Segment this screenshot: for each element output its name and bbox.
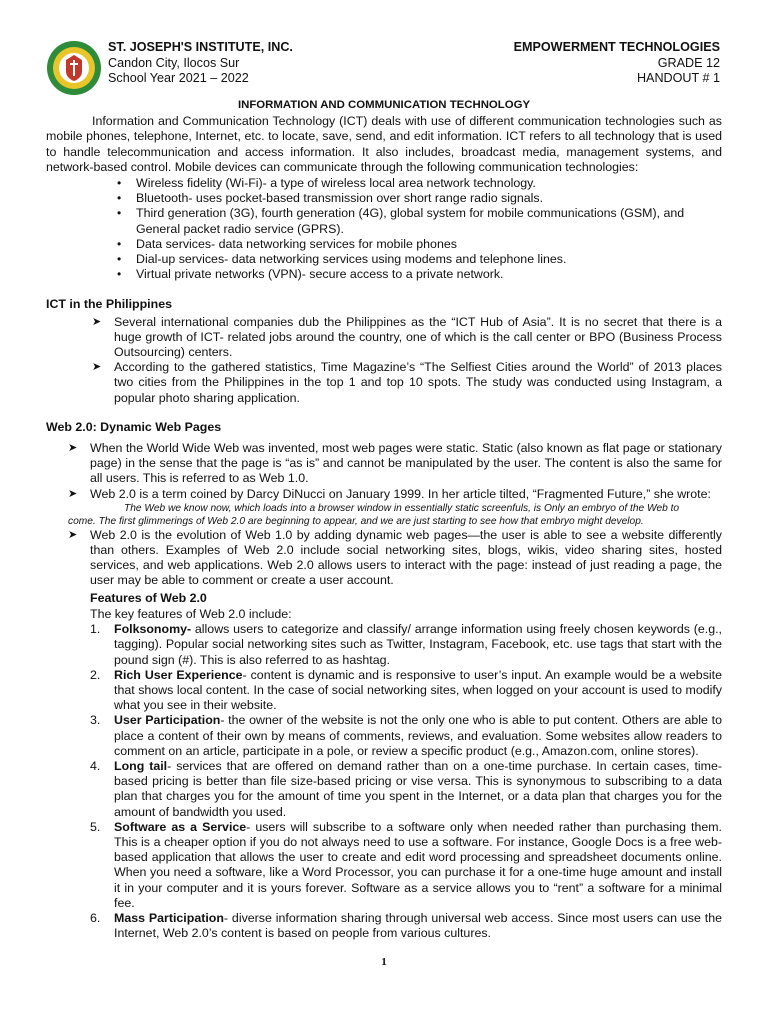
subject-title: EMPOWERMENT TECHNOLOGIES <box>513 40 720 54</box>
feature-number: 5. <box>90 819 101 834</box>
list-item: • Bluetooth- uses pocket-based transmission over short range radio signals. <box>136 191 722 206</box>
arrow-bullet-icon: ➤ <box>68 487 78 500</box>
arrow-bullet-icon: ➤ <box>68 442 78 455</box>
features-block <box>90 591 722 942</box>
list-item <box>68 527 722 589</box>
feature-number: 4. <box>90 758 101 773</box>
grade-level: GRADE 12 <box>657 55 720 70</box>
page-number: 1 <box>381 956 387 968</box>
list-item-text: Several international companies dub the Philippines as the “ICT Hub of Asia”. It is no secret that there is a huge growth of ICT- related jobs around the country, one of which is the call center or BPO (Business Process Outsourcing) centers. <box>114 314 722 360</box>
list-item <box>68 441 722 487</box>
handout-number: HANDOUT # 1 <box>636 71 720 85</box>
feature-term: Rich User Experience <box>114 667 243 682</box>
list-item-text: According to the gathered statistics, Time Magazine’s “The Selfiest Cities around the World” of 2013 places two cities from the Philippines in the top 1 and top 10 spots. The study was conducted using Instagram, a popular photo sharing application. <box>114 360 722 405</box>
feature-item <box>90 667 722 714</box>
school-location: Candon City, Ilocos Sur <box>108 55 240 70</box>
feature-term: Mass Participation <box>114 910 224 925</box>
feature-text: allows users to categorize and classify/ arrange information using freely chosen keywords (e.g., tagging). Popular social networking sites such as Twitter, Instagram, Facebook, etc. use tags that start with the pound sign (#). This is also referred to as hashtag. <box>114 622 722 667</box>
feature-text: - content is dynamic and is responsive to user’s input. An example would be a website that shows local content. In the case of social networking sites, when logged on your account is used to modify what you see in their website. <box>114 667 722 713</box>
feature-number: 3. <box>90 713 101 728</box>
feature-number: 2. <box>90 667 101 682</box>
feature-item <box>90 758 722 820</box>
feature-item <box>90 713 722 759</box>
list-item <box>68 486 722 502</box>
subject-info <box>514 40 720 87</box>
quote-block <box>68 502 722 528</box>
list-item-text: When the World Wide Web was invented, most web pages were static. Static (also known as flat page or stationary page) in the sense that the page is “as is” and cannot be manipulated by the user. The content is also the same for all users. This is referred to as Web 1.0. <box>90 441 722 486</box>
feature-term: Folksonomy- <box>114 622 192 637</box>
feature-term: Software as a Service <box>114 819 247 834</box>
features-list <box>90 622 722 941</box>
list-item: • Data services- data networking services for mobile phones <box>136 237 722 252</box>
handout-content <box>46 96 722 941</box>
list-item-text: Web 2.0 is the evolution of Web 1.0 by adding dynamic web pages—the user is able to see a website differently than others. Examples of Web 2.0 include social networking sites, blogs, wikis, video sharing sites, hosted services, and web applications. Web 2.0 allows users to interact with the page: instead of just reading a page, the user may be able to comment or create a user account. <box>90 527 722 588</box>
list-item <box>92 314 722 361</box>
features-intro: The key features of Web 2.0 include: <box>90 606 292 621</box>
feature-text: - services that are offered on demand rather than on a one-time purchase. In certain cases, time-based pricing is better than file size-based pricing or vise versa. This is synonymous to subscribing to a data plan that charges you for the amount of time you spent in the Internet, or a data plan that charges you for the amount of bandwidth you used. <box>114 758 722 819</box>
arrow-bullet-icon: ➤ <box>92 315 102 328</box>
feature-text: - users will subscribe to a software only when needed rather than purchasing them. This is a cheaper option if you do not always need to use a software. For instance, Google Docs is a free web-based application that allows the user to create and edit word processing and spreadsheet documents online. When you need a software, like a Word Processor, you can purchase it for a one-time huge amount and install it in your computer and it is yours forever. Software as a service allows you to “rent” a software for a minimal fee. <box>114 819 722 910</box>
features-heading: Features of Web 2.0 <box>90 590 207 605</box>
quote-line: The Web we know now, which loads into a browser window in essentially static screenfuls, is Only an embryo of the Web to <box>124 502 680 514</box>
list-item-text: Web 2.0 is a term coined by Darcy DiNucci on January 1999. In her article tilted, “Fragmented Future,” she wrote: <box>90 486 711 501</box>
feature-number: 6. <box>90 910 101 925</box>
section-heading-ph: ICT in the Philippines <box>46 297 172 312</box>
ph-list <box>46 315 722 406</box>
feature-text: - the owner of the website is not the only one who is able to put content. Others are able to place a content of their own by means of comments, reviews, and evaluation. Some websites allow readers to comment on an article, participate in a pole, or review a specific product (e.g., Amazon.com, online stores). <box>114 713 722 758</box>
school-logo <box>46 40 102 96</box>
feature-item <box>90 622 722 668</box>
arrow-bullet-icon: ➤ <box>92 361 102 374</box>
feature-item <box>90 819 722 911</box>
intro-paragraph: Information and Communication Technology (ICT) deals with use of different communication technologies such as mobile phones, telephone, Internet, etc. to locate, save, send, and edit information. ICT refers to all technology that is used to handle telecommunication and access information. It also includes, broadcast media, management systems, and network-based control. Mobile devices can communicate through the following communication technologies: <box>46 114 722 174</box>
feature-term: User Participation <box>114 713 221 728</box>
list-item: • Wireless fidelity (Wi-Fi)- a type of wireless local area network technology. <box>136 176 722 191</box>
section-heading-web: Web 2.0: Dynamic Web Pages <box>46 419 222 434</box>
school-info <box>108 40 293 87</box>
quote-line: come. The first glimmerings of Web 2.0 are beginning to appear, and we are just starting to see how that embryo might develop. <box>68 515 644 527</box>
arrow-bullet-icon: ➤ <box>68 528 78 541</box>
feature-text: - diverse information sharing through universal web access. Since most users can use the Internet, Web 2.0’s content is based on people from various cultures. <box>114 910 722 941</box>
list-item <box>92 360 722 406</box>
school-name: ST. JOSEPH'S INSTITUTE, INC. <box>108 40 293 54</box>
list-item: • Third generation (3G), fourth generation (4G), global system for mobile communications (GSM), and General packet radio service (GPRS). <box>136 206 722 236</box>
school-year: School Year 2021 – 2022 <box>108 71 249 85</box>
feature-number: 1. <box>90 622 101 637</box>
document-title: INFORMATION AND COMMUNICATION TECHNOLOGY <box>237 99 531 111</box>
list-item: • Dial-up services- data networking services using modems and telephone lines. <box>136 252 722 267</box>
list-item: • Virtual private networks (VPN)- secure access to a private network. <box>136 267 722 282</box>
feature-term: Long tail <box>114 758 168 773</box>
technology-list <box>46 176 722 282</box>
feature-item <box>90 910 722 941</box>
web-list <box>46 441 722 941</box>
